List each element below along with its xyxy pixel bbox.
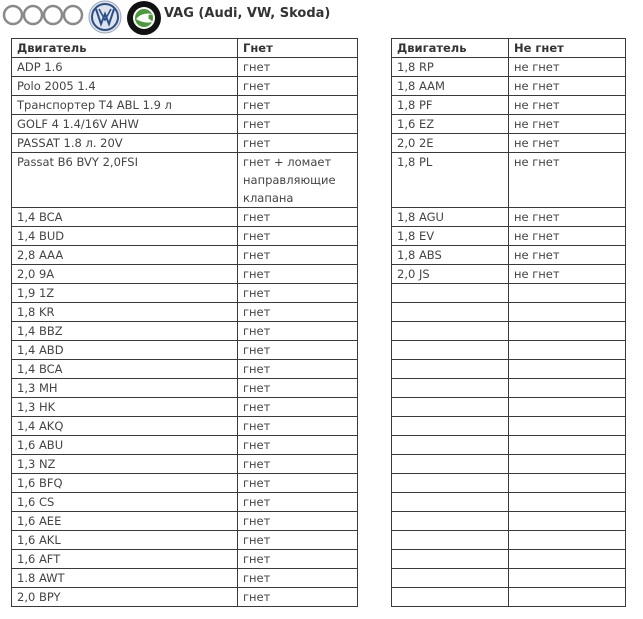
table-row (392, 96, 626, 115)
engine-cell: 1,6 AKL (12, 531, 238, 550)
engine-cell (392, 284, 509, 303)
engine-cell: 1,6 BFQ (12, 474, 238, 493)
table-row (12, 512, 358, 531)
engine-cell: 2,0 2E (392, 134, 509, 153)
table-row (392, 322, 626, 341)
table-row (392, 77, 626, 96)
engine-cell: 1,8 KR (12, 303, 238, 322)
bend-status-cell: гнет (238, 474, 358, 493)
table-row (392, 531, 626, 550)
bend-status-cell: гнет (238, 134, 358, 153)
table-row (12, 322, 358, 341)
engine-cell (392, 474, 509, 493)
bend-status-cell: гнет (238, 58, 358, 77)
table-row (12, 569, 358, 588)
engine-cell (392, 588, 509, 607)
table-row (12, 58, 358, 77)
bend-status-cell: не гнет (509, 265, 626, 284)
engine-cell: 1,4 BCA (12, 208, 238, 227)
bend-status-cell: гнет (238, 77, 358, 96)
engine-cell (392, 303, 509, 322)
bend-status-cell: гнет (238, 303, 358, 322)
engine-cell (392, 417, 509, 436)
engine-cell: 1,4 AKQ (12, 417, 238, 436)
table-row (392, 455, 626, 474)
table-row (12, 417, 358, 436)
table-row (392, 208, 626, 227)
table-row (12, 115, 358, 134)
engine-cell: 1,8 AGU (392, 208, 509, 227)
bend-status-cell: гнет (238, 569, 358, 588)
bend-status-cell: гнет (238, 379, 358, 398)
engine-cell: 1,3 MH (12, 379, 238, 398)
table-row (12, 455, 358, 474)
engine-cell: GOLF 4 1.4/16V AHW (12, 115, 238, 134)
bend-status-cell: гнет (238, 493, 358, 512)
bend-status-cell: гнет (238, 398, 358, 417)
bend-status-cell (509, 588, 626, 607)
bend-status-cell: гнет (238, 512, 358, 531)
table-row (12, 398, 358, 417)
table-row (392, 115, 626, 134)
skoda-logo-icon (126, 0, 162, 36)
bend-status-cell: не гнет (509, 246, 626, 265)
bend-status-cell: не гнет (509, 208, 626, 227)
column-header-engine: Двигатель (12, 39, 238, 58)
table-row (392, 398, 626, 417)
bend-status-cell: гнет (238, 360, 358, 379)
table-row (392, 379, 626, 398)
engine-cell: ADP 1.6 (12, 58, 238, 77)
table-row (392, 153, 626, 208)
table-row (392, 550, 626, 569)
header (0, 0, 643, 32)
engine-cell: 1,4 BUD (12, 227, 238, 246)
table-row (12, 550, 358, 569)
bend-status-cell: гнет (238, 436, 358, 455)
bend-status-cell (509, 398, 626, 417)
engine-cell (392, 341, 509, 360)
table-row (392, 417, 626, 436)
engine-cell (392, 398, 509, 417)
bend-status-cell: гнет (238, 455, 358, 474)
table-row (12, 153, 358, 208)
bend-status-cell (509, 379, 626, 398)
engine-cell (392, 455, 509, 474)
bend-status-cell (509, 436, 626, 455)
engine-cell: Транспортер T4 ABL 1.9 л (12, 96, 238, 115)
table-row (12, 493, 358, 512)
engine-cell: 1,6 ABU (12, 436, 238, 455)
engine-cell: 1,8 RP (392, 58, 509, 77)
no-bend-engines-table (391, 38, 626, 607)
bend-status-cell (509, 474, 626, 493)
bend-status-cell: не гнет (509, 134, 626, 153)
bend-status-cell (509, 360, 626, 379)
bend-status-cell: не гнет (509, 153, 626, 208)
table-row (392, 265, 626, 284)
table-row (392, 588, 626, 607)
table-row (12, 474, 358, 493)
engine-cell (392, 531, 509, 550)
bend-status-cell: не гнет (509, 227, 626, 246)
table-row (12, 134, 358, 153)
table-row (12, 246, 358, 265)
bend-status-cell: гнет (238, 115, 358, 134)
table-row (12, 531, 358, 550)
table-row (12, 96, 358, 115)
table-row (12, 588, 358, 607)
table-row (392, 341, 626, 360)
column-header-engine: Двигатель (392, 39, 509, 58)
engine-cell: 1,4 BBZ (12, 322, 238, 341)
bend-status-cell (509, 322, 626, 341)
engine-cell: PASSAT 1.8 л. 20V (12, 134, 238, 153)
engine-cell (392, 360, 509, 379)
bend-status-cell: гнет (238, 265, 358, 284)
engine-cell (392, 550, 509, 569)
table-row (12, 208, 358, 227)
table-row (392, 512, 626, 531)
bend-status-cell (509, 531, 626, 550)
engine-cell: 1,8 AAM (392, 77, 509, 96)
engine-cell: Polo 2005 1.4 (12, 77, 238, 96)
engine-cell (392, 322, 509, 341)
table-row (12, 303, 358, 322)
bends-engines-table (11, 38, 358, 607)
engine-cell (392, 436, 509, 455)
engine-cell: Passat B6 BVY 2,0FSI (12, 153, 238, 208)
engine-cell: 1,3 HK (12, 398, 238, 417)
bend-status-cell: не гнет (509, 115, 626, 134)
table-row (392, 474, 626, 493)
engine-cell (392, 493, 509, 512)
engine-cell: 1,6 CS (12, 493, 238, 512)
engine-cell (392, 512, 509, 531)
engine-cell: 1,6 EZ (392, 115, 509, 134)
bend-status-cell (509, 493, 626, 512)
table-row (12, 227, 358, 246)
bend-status-cell: гнет + ломает направляющие клапана (238, 153, 358, 208)
table-header-row (12, 39, 358, 58)
bend-status-cell: гнет (238, 246, 358, 265)
table-row (12, 265, 358, 284)
bend-status-cell (509, 455, 626, 474)
bend-status-cell: гнет (238, 588, 358, 607)
engine-cell: 1,4 ABD (12, 341, 238, 360)
bend-status-cell: гнет (238, 341, 358, 360)
engine-cell (392, 379, 509, 398)
table-row (12, 379, 358, 398)
bend-status-cell: гнет (238, 208, 358, 227)
engine-cell: 1,8 PL (392, 153, 509, 208)
bend-status-cell (509, 550, 626, 569)
bend-status-cell (509, 341, 626, 360)
engine-cell: 2,0 BPY (12, 588, 238, 607)
engine-cell: 1,9 1Z (12, 284, 238, 303)
table-header-row (392, 39, 626, 58)
bend-status-cell: не гнет (509, 96, 626, 115)
bend-status-cell (509, 284, 626, 303)
page-title: VAG (Audi, VW, Skoda) (164, 6, 331, 21)
bend-status-cell (509, 569, 626, 588)
table-row (12, 341, 358, 360)
bend-status-cell: не гнет (509, 77, 626, 96)
table-row (392, 134, 626, 153)
bend-status-cell (509, 417, 626, 436)
bend-status-cell: гнет (238, 550, 358, 569)
table-row (392, 227, 626, 246)
engine-cell: 1,3 NZ (12, 455, 238, 474)
bend-status-cell (509, 303, 626, 322)
table-row (392, 303, 626, 322)
table-row (392, 360, 626, 379)
engine-cell: 1,8 ABS (392, 246, 509, 265)
engine-cell: 1.8 AWT (12, 569, 238, 588)
audi-logo-icon (2, 4, 86, 26)
engine-cell: 1,8 EV (392, 227, 509, 246)
engine-cell: 1,6 AEE (12, 512, 238, 531)
vw-logo-icon (88, 0, 122, 34)
table-row (392, 436, 626, 455)
table-row (12, 360, 358, 379)
bend-status-cell: не гнет (509, 58, 626, 77)
engine-cell: 1,6 AFT (12, 550, 238, 569)
table-row (12, 436, 358, 455)
bend-status-cell: гнет (238, 284, 358, 303)
engine-cell (392, 569, 509, 588)
engine-cell: 2,8 AAA (12, 246, 238, 265)
table-row (392, 246, 626, 265)
engine-cell: 2,0 JS (392, 265, 509, 284)
bend-status-cell: гнет (238, 227, 358, 246)
table-row (392, 569, 626, 588)
bend-status-cell: гнет (238, 96, 358, 115)
column-header-no-bend: Не гнет (509, 39, 626, 58)
table-row (392, 493, 626, 512)
engine-cell: 2,0 9A (12, 265, 238, 284)
bend-status-cell: гнет (238, 322, 358, 341)
engine-cell: 1,4 BCA (12, 360, 238, 379)
table-row (392, 284, 626, 303)
column-header-bends: Гнет (238, 39, 358, 58)
table-row (12, 284, 358, 303)
engine-cell: 1,8 PF (392, 96, 509, 115)
bend-status-cell: гнет (238, 531, 358, 550)
bend-status-cell: гнет (238, 417, 358, 436)
bend-status-cell (509, 512, 626, 531)
table-row (392, 58, 626, 77)
table-row (12, 77, 358, 96)
